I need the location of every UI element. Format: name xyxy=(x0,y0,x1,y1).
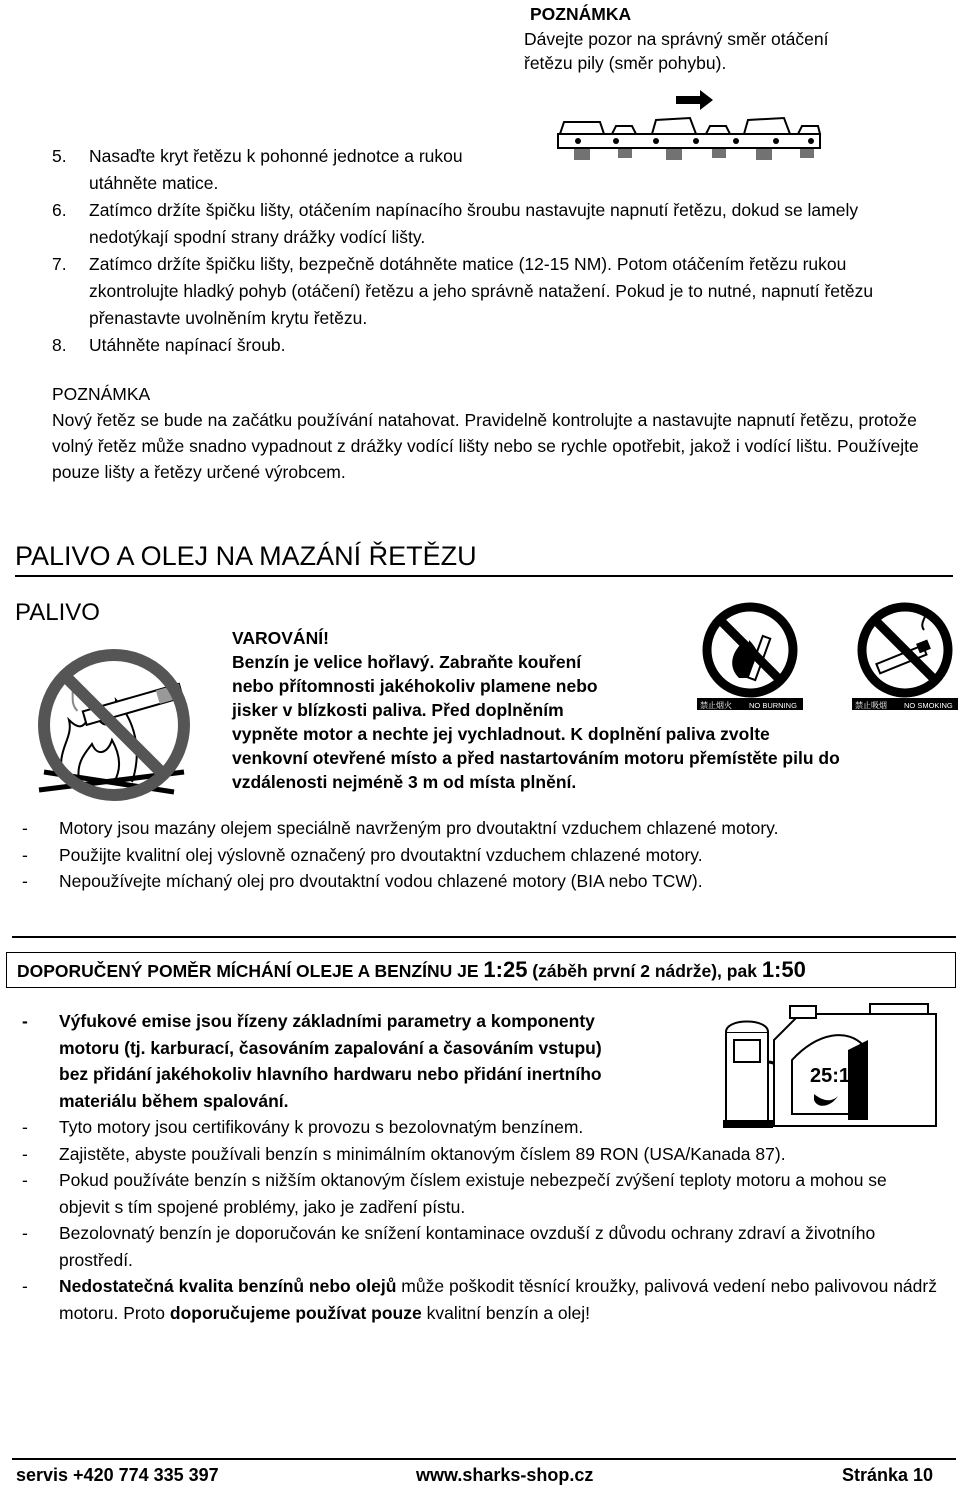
fuel-list-item: - Bezolovnatý benzín je doporučován ke snížení kontaminace ovzduší z důvodu ochrany zdraví a životního prostředí. xyxy=(22,1220,942,1273)
fuel-last-bold-2: doporučujeme používat pouze xyxy=(169,1302,422,1323)
footer-web-link[interactable]: www.sharks-shop.cz xyxy=(416,1465,594,1485)
no-burning-cn: 禁止烟火 xyxy=(700,701,732,710)
step-num: 6. xyxy=(52,200,67,220)
fuel-bold-line-3: bez přidání jakéhokoliv hlavního hardwaru nebo přidání inertního xyxy=(59,1064,602,1084)
step-text: Zatímco držíte špičku lišty, otáčením napínacího šroubu nastavujte napnutí řetězu, dokud se lamely nedotýkají spodní strany drážky vodící lišty. xyxy=(89,200,859,247)
note-top-line-1: Dávejte pozor na správný směr otáčení xyxy=(524,29,829,49)
steps-list xyxy=(52,143,932,359)
oil-list-item: - Použijte kvalitní olej výslovně označený pro dvoutaktní vzduchem chlazené motory. xyxy=(22,842,942,869)
footer-rule xyxy=(12,1458,956,1460)
fuel-list-item-bold xyxy=(22,1008,719,1114)
step-7 xyxy=(52,251,932,332)
no-burning-label: NO BURNING xyxy=(749,701,797,710)
fuel-bold-line-2: motoru (tj. karburací, časováním zapalování a časováním vstupu) xyxy=(59,1037,602,1058)
step-6 xyxy=(52,197,932,251)
no-burning-sign-icon xyxy=(697,600,803,712)
step-text: Utáhněte napínací šroub. xyxy=(89,335,286,355)
note-mid-title: POZNÁMKA xyxy=(52,384,151,404)
step-text: Zatímco držíte špičku lišty, bezpečně dotáhněte matice (12-15 NM). Potom otáčením řetězu rukou zkontrolujte hladký pohyb (otáčení) řetězu a jeho správně natažení. Pokud je to nutné, napnutí řetězu přenastavte uvolněním krytu řetězu. xyxy=(89,254,874,328)
can-ratio-label: 25:1 xyxy=(810,1065,851,1087)
warning-title: VAROVÁNÍ! xyxy=(232,628,329,648)
fuel-bold-line-1: Výfukové emise jsou řízeny základními parametry a komponenty xyxy=(59,1011,595,1031)
no-smoking-fire-icon xyxy=(24,640,200,806)
no-smoking-cn: 禁止吸烟 xyxy=(855,701,887,710)
fuel-last-text-1: může poškodit těsnící kroužky, palivová vedení nebo palivovou nádrž motoru. Proto xyxy=(59,1276,937,1323)
oil-list xyxy=(22,815,942,895)
note-mid xyxy=(52,381,942,485)
section-title: PALIVO A OLEJ NA MAZÁNÍ ŘETĚZU xyxy=(15,541,477,571)
mix-middle: (záběh první 2 nádrže), pak xyxy=(527,961,762,981)
footer-phone: servis +420 774 335 397 xyxy=(16,1465,219,1485)
warning-line-1: Benzín je velice hořlavý. Zabraňte kouření xyxy=(232,652,582,672)
mix-ratio-1: 1:25 xyxy=(483,957,528,982)
mix-prefix: DOPORUČENÝ POMĚR MÍCHÁNÍ OLEJE A BENZÍNU JE xyxy=(17,961,484,981)
note-top-title: POZNÁMKA xyxy=(530,4,632,24)
warning-line-4: vypněte motor a nechte jej vychladnout. K doplnění paliva zvolte xyxy=(232,724,770,744)
mix-ratio-2: 1:50 xyxy=(761,957,806,982)
step-5 xyxy=(52,143,519,197)
fuel-list-item: - Zajistěte, abyste používali benzín s minimálním oktanovým číslem 89 RON (USA/Kanada 87). xyxy=(22,1141,942,1168)
note-top-text xyxy=(524,27,828,75)
step-num: 8. xyxy=(52,335,67,355)
note-top-line-2: řetězu pily (směr pohybu). xyxy=(524,53,727,73)
divider-rule xyxy=(12,936,956,938)
fuel-list xyxy=(22,1008,942,1326)
oil-list-item: - Motory jsou mazány olejem speciálně navrženým pro dvoutaktní vzduchem chlazené motory. xyxy=(22,815,942,842)
warning-line-2: nebo přítomnosti jakéhokoliv plamene nebo xyxy=(232,676,598,696)
fuel-bold-line-4: materiálu během spalování. xyxy=(59,1090,289,1111)
step-8 xyxy=(52,332,932,359)
footer-page-number: Stránka 10 xyxy=(842,1465,934,1485)
fuel-list-item: - Tyto motory jsou certifikovány k provozu s bezolovnatým benzínem. xyxy=(22,1114,942,1141)
step-num: 7. xyxy=(52,254,67,274)
subsection-title: PALIVO xyxy=(15,599,100,626)
no-smoking-label: NO SMOKING xyxy=(904,701,953,710)
fuel-last-bold-1: Nedostatečná kvalita benzínů nebo olejů xyxy=(59,1276,397,1296)
step-text: Nasaďte kryt řetězu k pohonné jednotce a rukou utáhněte matice. xyxy=(89,146,463,193)
warning-line-6: vzdálenosti nejméně 3 m od místa plnění. xyxy=(232,772,577,792)
warning-line-3: jisker v blízkosti paliva. Před doplněním xyxy=(232,700,564,720)
section-rule xyxy=(15,575,953,577)
oil-list-item: - Nepoužívejte míchaný olej pro dvoutaktní vodou chlazené motory (BIA nebo TCW). xyxy=(22,868,942,895)
no-smoking-sign-icon xyxy=(852,600,958,712)
step-num: 5. xyxy=(52,146,67,166)
mix-ratio-box xyxy=(6,952,956,988)
fuel-list-item-last xyxy=(22,1273,942,1326)
direction-arrow-icon xyxy=(676,90,714,110)
note-mid-text: Nový řetěz se bude na začátku používání natahovat. Pravidelně kontrolujte a nastavujte napnutí řetězu, protože volný řetěz může snadno vypadnout z drážky vodící lišty nebo se rychle opotřebit, jakož i vodící lištu. Používejte pouze lišty a řetězy určené výrobcem. xyxy=(52,410,919,482)
fuel-last-text-2: kvalitní benzín a olej! xyxy=(421,1302,591,1323)
fuel-list-item: - Pokud používáte benzín s nižším oktanovým číslem existuje nebezpečí zvýšení teploty motoru a mohou se objevit s tím spojené problémy, jako je zadření pístu. xyxy=(22,1167,942,1220)
warning-line-5: venkovní otevřené místo a před nastartováním motoru přemístěte pilu do xyxy=(232,748,840,768)
